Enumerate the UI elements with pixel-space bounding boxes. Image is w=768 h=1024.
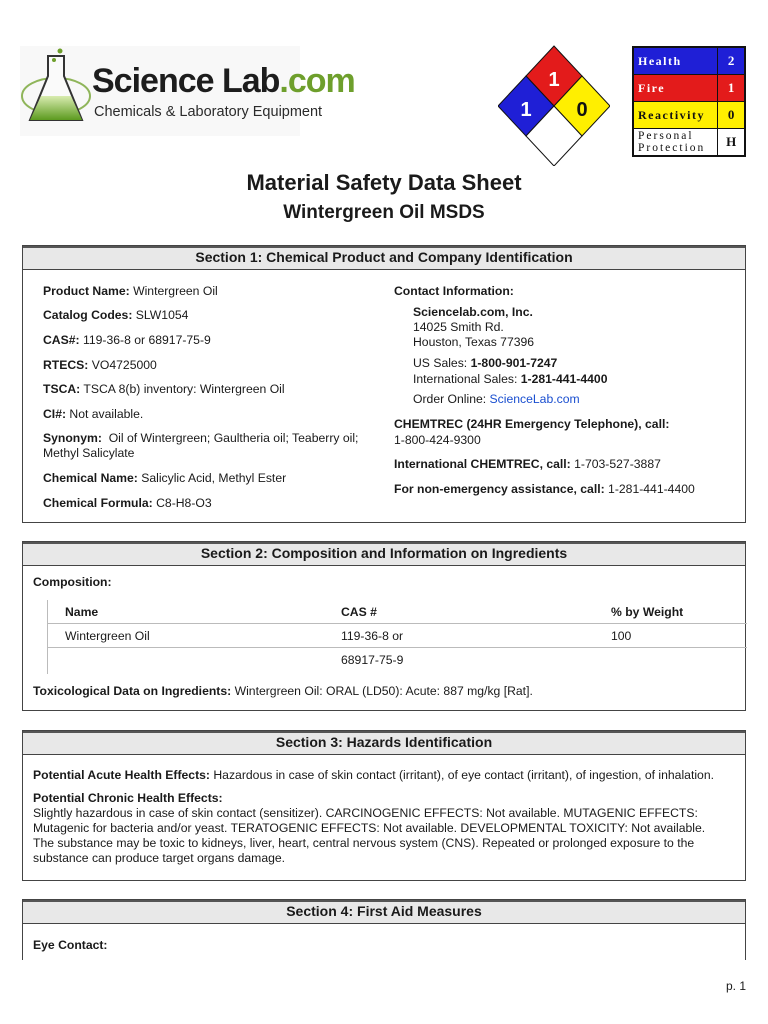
table-cell: 100 (593, 624, 747, 648)
table-row (47, 648, 747, 672)
page-number: p. 1 (725, 979, 746, 993)
table-row (47, 624, 747, 648)
table-header-row (47, 600, 747, 624)
hmis-value: H (718, 129, 745, 157)
section-heading: Section 4: First Aid Measures (23, 900, 745, 924)
hmis-value: 0 (718, 102, 745, 129)
hmis-row-reactivity (633, 102, 745, 129)
nfpa-health: 1 (520, 99, 532, 121)
composition-table (47, 600, 747, 671)
table-cell: Wintergreen Oil (47, 624, 323, 648)
toxicological-data: Toxicological Data on Ingredients: Wintergreen Oil: ORAL (LD50): Acute: 887 mg/kg [Rat]. (33, 684, 533, 698)
section-heading: Section 3: Hazards Identification (23, 731, 745, 755)
chronic-health-effects: Potential Chronic Health Effects: Slightly hazardous in case of skin contact (sensitizer). CARCINOGENIC EFFECTS: Not available. MUTAGENIC EFFECTS: Mutagenic for bacteria and/or yeast. TERATOGENIC EFFECTS: Not available. DEVELOPMENTAL TOXICITY: Not available. The substance may be toxic to kidneys, liver, heart, central nervous system (CNS). Repeated or prolonged exposure to the substance can produce target organs damage. (33, 791, 706, 865)
section-heading: Section 1: Chemical Product and Company Identification (23, 246, 745, 270)
hmis-value: 1 (718, 75, 745, 102)
nfpa-flammability: 1 (548, 69, 560, 91)
section-2 (22, 541, 746, 711)
section-3 (22, 730, 746, 881)
section-heading: Section 2: Composition and Information on Ingredients (23, 542, 745, 566)
logo-wordmark: Science Lab.com (92, 62, 355, 100)
hmis-label: Fire (633, 75, 718, 102)
document-subtitle: Wintergreen Oil MSDS (283, 202, 485, 223)
document-title: Material Safety Data Sheet (246, 170, 522, 195)
section-1: Section 1: Chemical Product and Company Identification Product Name: Wintergreen Oil Catalog Codes: SLW1054 CAS#: 119-36-8 or 68917-75-9 RTECS: VO4725000 TSCA: TSCA 8(b) inventory: Wintergreen Oil CI#: Not available. Synonym: Oil of Wintergreen; Gaultheria oil; Teaberry oil; Methyl Salicylate Chemical Name: Salicylic Acid, Methyl Ester Chemical Formula: C8-H8-O3 Contact Information: Sciencelab.com, Inc. 14025 Smith Rd. Houston, Texas 77396 US Sales: 1-800-901-7247 International Sales: 1-281-441-4400 Order Online: ScienceLab.com CHEMTREC (24HR Emergency Telephone), call: 1-800-424-9300 International CHEMTREC, call: 1-703-527-3887 For non-emergency assistance, call: 1-281-441-4400 (22, 245, 746, 523)
column-header: % by Weight (611, 604, 684, 619)
table-cell: 119-36-8 or (323, 624, 593, 648)
table-cell (47, 648, 323, 672)
acute-health-effects: Potential Acute Health Effects: Hazardous in case of skin contact (irritant), of eye contact (irritant), of ingestion, of inhalation. (33, 768, 714, 782)
column-header: CAS # (341, 604, 377, 619)
composition-label: Composition: (33, 575, 112, 589)
eye-contact-label: Eye Contact: (33, 938, 108, 952)
table-cell (593, 648, 747, 672)
hmis-label: Reactivity (633, 102, 718, 129)
nfpa-diamond (498, 44, 610, 166)
table-cell: 68917-75-9 (323, 648, 593, 672)
hmis-label: Personal Protection (633, 129, 718, 157)
section-4 (22, 899, 746, 961)
logo-tagline: Chemicals & Laboratory Equipment (94, 104, 323, 120)
hmis-rating-table (632, 46, 746, 157)
hmis-row-fire (633, 75, 745, 102)
column-header: Name (65, 604, 99, 619)
hmis-row-personal-protection (633, 129, 745, 157)
order-online-link[interactable]: ScienceLab.com (489, 392, 580, 406)
hmis-row-health (633, 47, 745, 75)
nfpa-reactivity: 0 (576, 99, 588, 121)
hmis-label: Health (633, 47, 718, 75)
hmis-value: 2 (718, 47, 745, 75)
